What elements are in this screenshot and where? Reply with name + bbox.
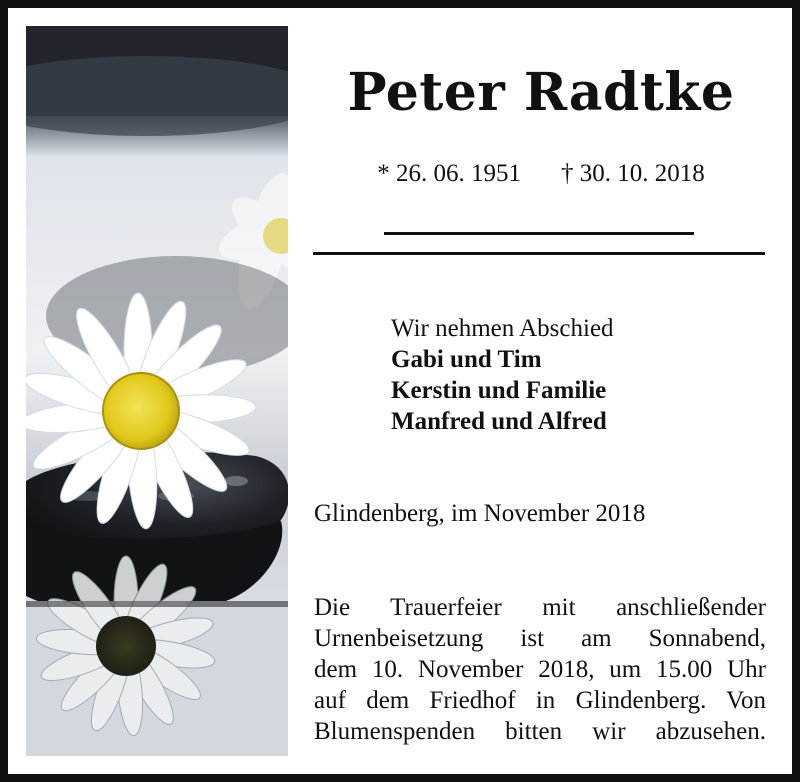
farewell-intro: Wir nehmen Abschied — [391, 315, 614, 342]
death-date: † 30. 10. 2018 — [561, 160, 705, 187]
mourner-line: Kerstin und Familie — [391, 377, 607, 404]
place-and-date: Glindenberg, im November 2018 — [314, 500, 646, 527]
ceremony-line: dem 10. November 2018, um 15.00 Uhr — [314, 656, 766, 683]
birth-date: * 26. 06. 1951 — [377, 160, 521, 187]
deceased-name: Peter Radtke — [347, 62, 735, 123]
divider-long — [313, 252, 765, 255]
ceremony-line: Die Trauerfeier mit anschließender — [314, 594, 766, 621]
mourner-line: Gabi und Tim — [391, 346, 542, 373]
ceremony-line: auf dem Friedhof in Glindenberg. Von — [314, 687, 766, 714]
mourners-block — [391, 313, 761, 437]
life-dates — [316, 160, 766, 188]
ceremony-line: Urnenbeisetzung ist am Sonnabend, — [314, 625, 766, 652]
daisy-photo — [26, 26, 288, 756]
mourner-line: Manfred und Alfred — [391, 408, 607, 435]
divider-short — [384, 232, 694, 235]
ceremony-line: Blumenspenden bitten wir abzusehen. — [314, 718, 766, 745]
ceremony-info — [314, 592, 766, 747]
